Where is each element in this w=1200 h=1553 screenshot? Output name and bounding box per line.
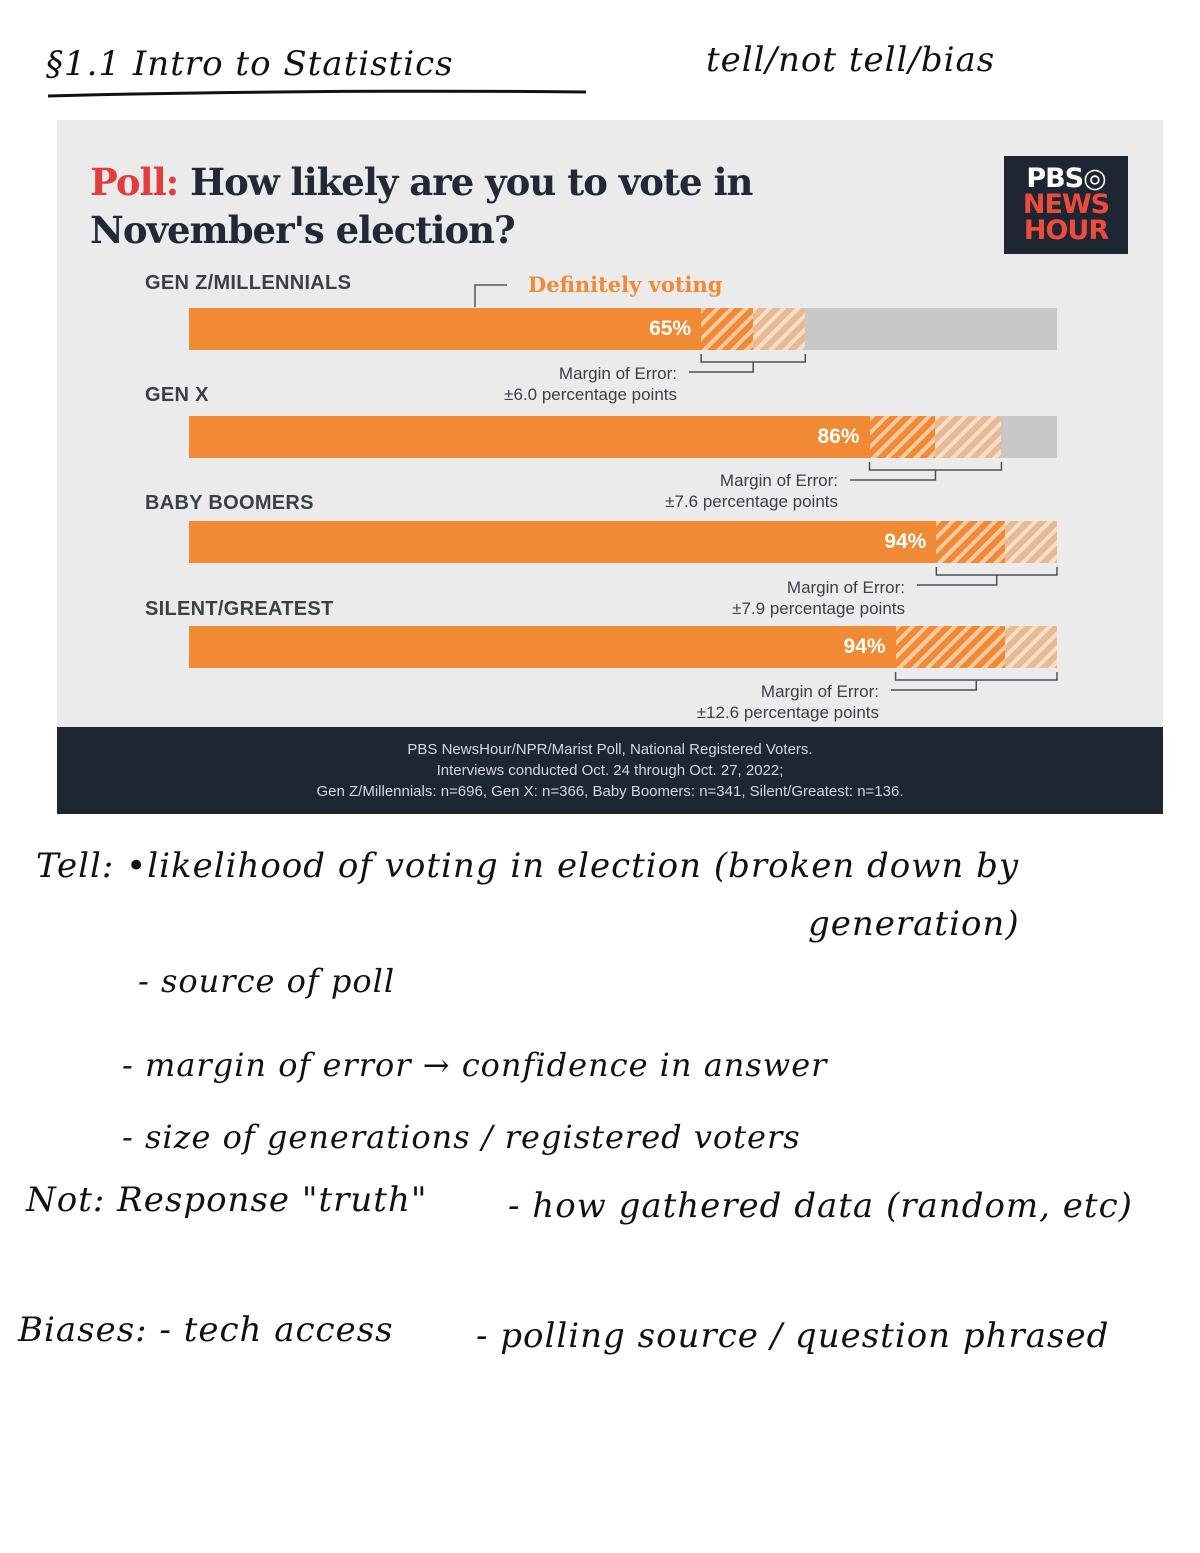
moe-caption: Margin of Error: <box>558 364 677 383</box>
moe-bracket-line <box>850 462 1001 480</box>
bar-track-baby-boomers <box>189 521 1057 563</box>
group-label-silent-greatest: SILENT/GREATEST <box>145 598 334 620</box>
bar-track-gen-z-millennials <box>189 308 1057 350</box>
bar-value-label-silent-greatest: 94% <box>843 635 886 658</box>
bar-fill-silent-greatest <box>189 626 896 668</box>
bar-fill-baby-boomers <box>189 521 936 563</box>
tell-line-1: Tell: •likelihood of voting in election (broken down by <box>36 846 1020 886</box>
moe-lower-gen-z-millennials <box>701 308 753 350</box>
moe-value: ±7.9 percentage points <box>732 599 905 618</box>
biases-polling-source: - polling source / question phrased <box>476 1316 1110 1356</box>
bar-track-silent-greatest <box>189 626 1057 668</box>
footer-sample-sizes: Gen Z/Millennials: n=696, Gen X: n=366, Baby Boomers: n=341, Silent/Greatest: n=136. <box>316 783 904 800</box>
poll-footer <box>57 727 1163 814</box>
tell-item-source: - source of poll <box>138 962 396 1000</box>
moe-bracket-silent-greatest <box>57 670 1163 710</box>
bar-value-label-gen-z-millennials: 65% <box>649 317 692 340</box>
moe-lower-gen-x <box>870 416 936 458</box>
moe-value: ±12.6 percentage points <box>696 703 879 722</box>
logo-line-hour: HOUR <box>1023 215 1109 246</box>
logo-line-news: NEWS <box>1022 189 1110 220</box>
tell-item-size: - size of generations / registered voters <box>122 1118 801 1156</box>
moe-caption: Margin of Error: <box>719 471 838 490</box>
moe-lower-silent-greatest <box>896 626 1005 668</box>
legend-definitely-voting: Definitely voting <box>528 272 723 297</box>
moe-upper-baby-boomers <box>1005 521 1057 563</box>
bar-fill-gen-x <box>189 416 870 458</box>
not-line-gathered: - how gathered data (random, etc) <box>508 1186 1133 1226</box>
moe-upper-gen-x <box>935 416 1001 458</box>
poll-graphic <box>57 120 1163 814</box>
not-line-response: Not: Response "truth" <box>26 1180 428 1220</box>
logo-line-pbs: PBS◎ <box>1026 163 1106 194</box>
moe-caption: Margin of Error: <box>786 578 905 597</box>
footer-dates: Interviews conducted Oct. 24 through Oct. 27, 2022; <box>436 762 784 779</box>
moe-lower-baby-boomers <box>936 521 1005 563</box>
legend-leader-line <box>471 283 511 309</box>
heading-underline <box>46 86 591 102</box>
group-label-gen-x: GEN X <box>145 384 209 406</box>
moe-upper-silent-greatest <box>1005 626 1057 668</box>
moe-bracket-line <box>689 354 805 372</box>
bar-value-label-gen-x: 86% <box>817 425 860 448</box>
notes-heading-right: tell/not tell/bias <box>706 40 996 80</box>
moe-bracket-gen-z-millennials <box>57 352 1163 392</box>
moe-value: ±6.0 percentage points <box>504 385 677 404</box>
bar-value-label-baby-boomers: 94% <box>884 530 927 553</box>
footer-source: PBS NewsHour/NPR/Marist Poll, National Registered Voters. <box>407 741 813 758</box>
tell-line-2: generation) <box>808 904 1020 944</box>
bar-track-gen-x <box>189 416 1057 458</box>
group-label-baby-boomers: BABY BOOMERS <box>145 492 314 514</box>
pbs-newshour-logo <box>1004 156 1128 254</box>
moe-upper-gen-z-millennials <box>753 308 805 350</box>
moe-caption: Margin of Error: <box>760 682 879 701</box>
moe-value: ±7.6 percentage points <box>665 492 838 511</box>
tell-item-margin: - margin of error → confidence in answer <box>122 1046 828 1084</box>
moe-bracket-line <box>891 672 1057 690</box>
notes-heading: §1.1 Intro to Statistics <box>46 44 454 84</box>
poll-title-text: How likely are you to vote in November's election? <box>90 160 753 252</box>
biases-tech-access: Biases: - tech access <box>18 1310 394 1350</box>
group-label-gen-z-millennials: GEN Z/MILLENNIALS <box>145 272 352 294</box>
poll-title-prefix: Poll: <box>90 160 179 204</box>
poll-title <box>90 158 870 254</box>
moe-bracket-line <box>917 567 1057 585</box>
